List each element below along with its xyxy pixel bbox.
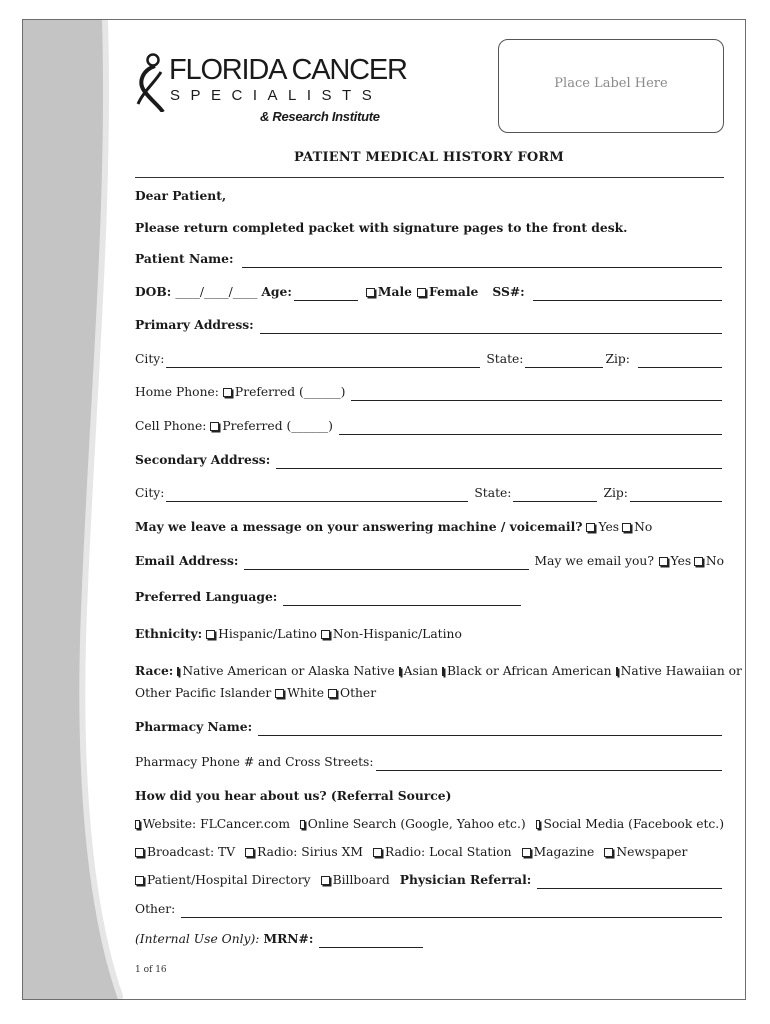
cell-preferred-checkbox[interactable] (210, 422, 219, 431)
voicemail-row (135, 518, 724, 536)
ref-newspaper-checkbox[interactable] (604, 848, 613, 857)
ref-tv-checkbox[interactable] (135, 848, 144, 857)
referral-question: How did you hear about us? (Referral Source) (135, 788, 452, 803)
secondary-state-field[interactable] (513, 488, 597, 502)
race-native-american-label: Native American or Alaska Native (182, 664, 395, 678)
page-number: 1 of 16 (135, 965, 167, 975)
ref-website-label: Website: FLCancer.com (142, 817, 290, 831)
mrn-field[interactable] (319, 934, 423, 948)
pharmacy-name-row (135, 718, 724, 736)
hispanic-label: Hispanic/Latino (218, 627, 317, 641)
age-field[interactable] (294, 287, 358, 301)
male-checkbox[interactable] (366, 288, 375, 297)
age-label: Age: (261, 284, 292, 299)
race-black-checkbox[interactable] (442, 667, 444, 676)
home-phone-label: Home Phone: (135, 385, 219, 399)
home-preferred-checkbox[interactable] (223, 388, 232, 397)
home-phone-field[interactable] (351, 387, 722, 401)
email-row (135, 552, 724, 570)
city-label: City: (135, 352, 165, 366)
ref-social-checkbox[interactable] (536, 820, 541, 829)
city-state-zip-row (135, 350, 724, 368)
race-pacific-label: Other Pacific Islander (135, 686, 272, 700)
pharmacy-phone-row (135, 753, 724, 771)
logo-text-specialists: SPECIALISTS (170, 87, 383, 104)
email-yes-label: Yes (670, 554, 692, 568)
greeting: Dear Patient, (135, 188, 227, 203)
title-divider (135, 177, 724, 178)
cell-phone-label: Cell Phone: (135, 419, 207, 433)
secondary-address-row (135, 451, 724, 469)
patient-label-box (498, 39, 724, 133)
instruction: Please return completed packet with signature pages to the front desk. (135, 220, 628, 235)
logo-text-research-institute: & Research Institute (260, 109, 380, 124)
page-title: PATIENT MEDICAL HISTORY FORM (293, 150, 564, 165)
voicemail-question: May we leave a message on your answering machine / voicemail? (135, 519, 583, 534)
referral-row-3 (135, 871, 724, 889)
language-field[interactable] (283, 592, 521, 606)
race-native-american-checkbox[interactable] (177, 667, 179, 676)
race-row-1 (135, 662, 742, 680)
race-label: Race: (135, 663, 174, 678)
email-yes-checkbox[interactable] (659, 557, 668, 566)
female-checkbox[interactable] (417, 288, 426, 297)
race-hawaiian-checkbox[interactable] (616, 667, 618, 676)
non-hispanic-label: Non-Hispanic/Latino (332, 627, 462, 641)
ss-label: SS#: (492, 284, 525, 299)
race-row-2 (135, 684, 724, 702)
race-black-label: Black or African American (447, 664, 612, 678)
secondary-city-field[interactable] (166, 488, 468, 502)
email-label: Email Address: (135, 553, 239, 568)
race-other-label: Other (339, 686, 377, 700)
zip-field[interactable] (638, 354, 722, 368)
other-field[interactable] (181, 904, 722, 918)
ref-physician-field[interactable] (537, 875, 722, 889)
race-other-checkbox[interactable] (328, 689, 337, 698)
internal-use-label: (Internal Use Only): (135, 932, 260, 946)
ethnicity-label: Ethnicity: (135, 626, 203, 641)
referral-row-2 (135, 843, 724, 861)
email-no-checkbox[interactable] (694, 557, 703, 566)
ref-directory-label: Patient/Hospital Directory (147, 873, 311, 887)
race-white-label: White (287, 686, 324, 700)
pharmacy-name-field[interactable] (258, 722, 722, 736)
cell-preferred-label: Preferred (______) (222, 419, 333, 433)
dob-field[interactable]: ____/____/____ (175, 285, 258, 299)
home-phone-row (135, 383, 724, 401)
ref-local-checkbox[interactable] (373, 848, 382, 857)
ref-tv-label: Broadcast: TV (147, 845, 236, 859)
city-field[interactable] (166, 354, 480, 368)
primary-address-label: Primary Address: (135, 317, 254, 332)
referral-row-1 (135, 815, 724, 833)
ref-search-checkbox[interactable] (300, 820, 305, 829)
email-field[interactable] (244, 556, 528, 570)
ref-local-label: Radio: Local Station (384, 845, 512, 859)
secondary-zip-field[interactable] (630, 488, 722, 502)
secondary-zip-label: Zip: (603, 486, 628, 500)
race-white-checkbox[interactable] (275, 689, 284, 698)
other-label: Other: (135, 902, 176, 916)
florida-cancer-logo (135, 50, 407, 130)
pharmacy-phone-label: Pharmacy Phone # and Cross Streets: (135, 755, 374, 769)
female-label: Female (428, 284, 479, 299)
ref-physician-label: Physician Referral: (399, 872, 532, 887)
hispanic-checkbox[interactable] (206, 630, 215, 639)
secondary-address-field[interactable] (276, 455, 722, 469)
non-hispanic-checkbox[interactable] (321, 630, 330, 639)
ref-search-label: Online Search (Google, Yahoo etc.) (307, 817, 526, 831)
patient-name-field[interactable] (242, 254, 722, 268)
ss-field[interactable] (533, 287, 722, 301)
dob-label: DOB: (135, 284, 172, 299)
zip-label: Zip: (605, 352, 630, 366)
ref-newspaper-label: Newspaper (616, 845, 688, 859)
state-field[interactable] (525, 354, 603, 368)
voicemail-yes-label: Yes (598, 520, 620, 534)
language-row (135, 588, 724, 606)
voicemail-yes-checkbox[interactable] (586, 523, 595, 532)
state-label: State: (486, 352, 524, 366)
decorative-side-band (23, 20, 123, 999)
secondary-state-label: State: (474, 486, 512, 500)
cell-phone-field[interactable] (339, 421, 722, 435)
race-asian-label: Asian (403, 664, 439, 678)
secondary-address-label: Secondary Address: (135, 452, 271, 467)
ethnicity-row (135, 625, 724, 643)
email-question: May we email you? (534, 554, 654, 568)
mrn-label: MRN#: (263, 931, 314, 946)
dob-row (135, 283, 724, 301)
ref-sirius-label: Radio: Sirius XM (257, 845, 363, 859)
label-placeholder-text: Place Label Here (554, 76, 668, 91)
other-row (135, 900, 724, 918)
email-no-label: No (705, 554, 724, 568)
ref-directory-checkbox[interactable] (135, 876, 144, 885)
ref-magazine-label: Magazine (533, 845, 595, 859)
voicemail-no-checkbox[interactable] (622, 523, 631, 532)
home-preferred-label: Preferred (______) (234, 385, 346, 399)
race-asian-checkbox[interactable] (399, 667, 401, 676)
patient-name-label: Patient Name: (135, 251, 234, 266)
cell-phone-row (135, 417, 724, 435)
language-label: Preferred Language: (135, 589, 278, 604)
ref-billboard-checkbox[interactable] (321, 876, 330, 885)
race-hawaiian-label: Native Hawaiian or (620, 664, 742, 678)
ribbon-logo-icon (135, 52, 167, 112)
secondary-city-state-zip-row (135, 484, 724, 502)
ref-billboard-label: Billboard (332, 873, 390, 887)
ref-sirius-checkbox[interactable] (245, 848, 254, 857)
ref-magazine-checkbox[interactable] (522, 848, 531, 857)
ref-website-checkbox[interactable] (135, 820, 140, 829)
male-label: Male (377, 284, 412, 299)
ref-social-label: Social Media (Facebook etc.) (543, 817, 725, 831)
pharmacy-name-label: Pharmacy Name: (135, 719, 253, 734)
secondary-city-label: City: (135, 486, 165, 500)
pharmacy-phone-field[interactable] (376, 757, 723, 771)
voicemail-no-label: No (634, 520, 653, 534)
patient-name-row (135, 250, 724, 268)
primary-address-field[interactable] (260, 320, 722, 334)
primary-address-row (135, 316, 724, 334)
logo-text-florida-cancer: FLORIDA CANCER (169, 54, 407, 86)
internal-use-row (135, 930, 724, 948)
